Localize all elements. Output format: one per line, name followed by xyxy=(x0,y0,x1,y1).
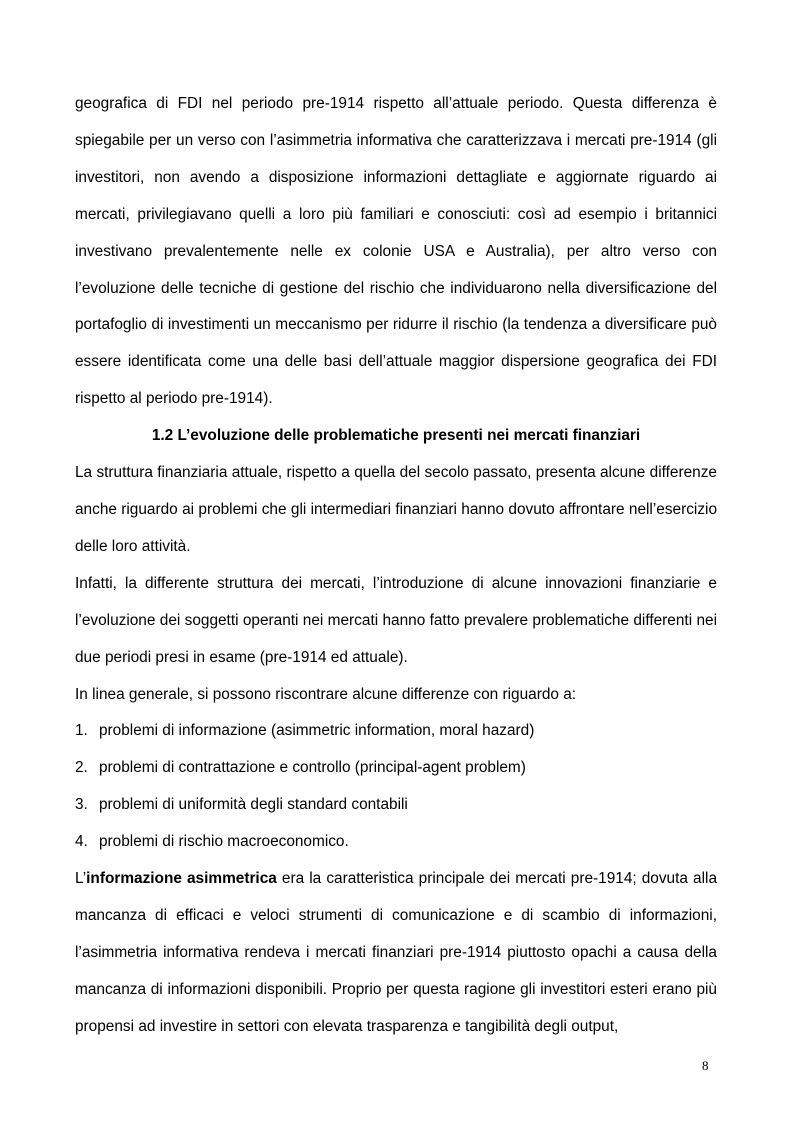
problem-list xyxy=(75,713,717,861)
list-item-text: problemi di rischio macroeconomico. xyxy=(99,833,349,851)
section-heading: 1.2 L’evoluzione delle problematiche presenti nei mercati finanziari xyxy=(151,427,641,445)
page-body xyxy=(75,86,717,1046)
list-item-text: problemi di informazione (asimmetric information, moral hazard) xyxy=(99,722,535,740)
paragraph-rest: era la caratteristica principale dei mercati pre-1914; dovuta alla mancanza di efficaci e veloci strumenti di comunicazione e di scambio di informazioni, l’asimmetria informativa rendeva i mercati finanziari pre-1914 piuttosto opachi a causa della mancanza di informazioni disponibili. Proprio per questa ragione gli investitori esteri erano più propensi ad investire in settori con elevata trasparenza e tangibilità degli output, xyxy=(75,870,717,1035)
bold-term: informazione asimmetrica xyxy=(86,870,277,888)
paragraph-prefix: L’ xyxy=(75,870,87,888)
list-item xyxy=(75,787,717,824)
list-item xyxy=(75,824,717,861)
list-item-text: problemi di contrattazione e controllo (principal-agent problem) xyxy=(99,759,526,777)
list-item-number: 2. xyxy=(75,759,88,777)
paragraph-list-intro: In linea generale, si possono riscontrare alcune differenze con riguardo a: xyxy=(75,685,577,703)
paragraph-market-differences: Infatti, la differente struttura dei mercati, l’introduzione di alcune innovazioni finanziarie e l’evoluzione dei soggetti operanti nei mercati hanno fatto prevalere problematiche differenti nei due periodi presi in esame (pre-1914 ed attuale). xyxy=(75,574,717,666)
list-item xyxy=(75,713,717,750)
list-item-number: 4. xyxy=(75,833,88,851)
paragraph-asymmetric-information xyxy=(75,861,717,1046)
paragraph-financial-structure: La struttura finanziaria attuale, rispetto a quella del secolo passato, presenta alcune differenze anche riguardo ai problemi che gli intermediari finanziari hanno dovuto affrontare nell’esercizio delle loro attività. xyxy=(75,464,717,555)
list-item-number: 3. xyxy=(75,796,88,814)
paragraph-fdi-geography: geografica di FDI nel periodo pre-1914 rispetto all’attuale periodo. Questa differenza è spiegabile per un verso con l’asimmetria informativa che caratterizzava i mercati pre-1914 (gli investitori, non avendo a disposizione informazioni dettagliate e aggiornate riguardo ai mercati, privilegiavano quelli a loro più familiari e conosciuti: così ad esempio i britannici investivano prevalentemente nelle ex colonie USA e Australia), per altro verso con l’evoluzione delle tecniche di gestione del rischio che individuarono nella diversificazione del portafoglio di investimenti un meccanismo per ridurre il rischio (la tendenza a diversificare può essere identificata come una delle basi dell’attuale maggior dispersione geografica dei FDI rispetto al periodo pre-1914). xyxy=(75,95,717,408)
list-item-number: 1. xyxy=(75,722,88,740)
page-number: 8 xyxy=(702,1058,709,1073)
list-item-text: problemi di uniformità degli standard contabili xyxy=(99,796,408,814)
list-item xyxy=(75,750,717,787)
